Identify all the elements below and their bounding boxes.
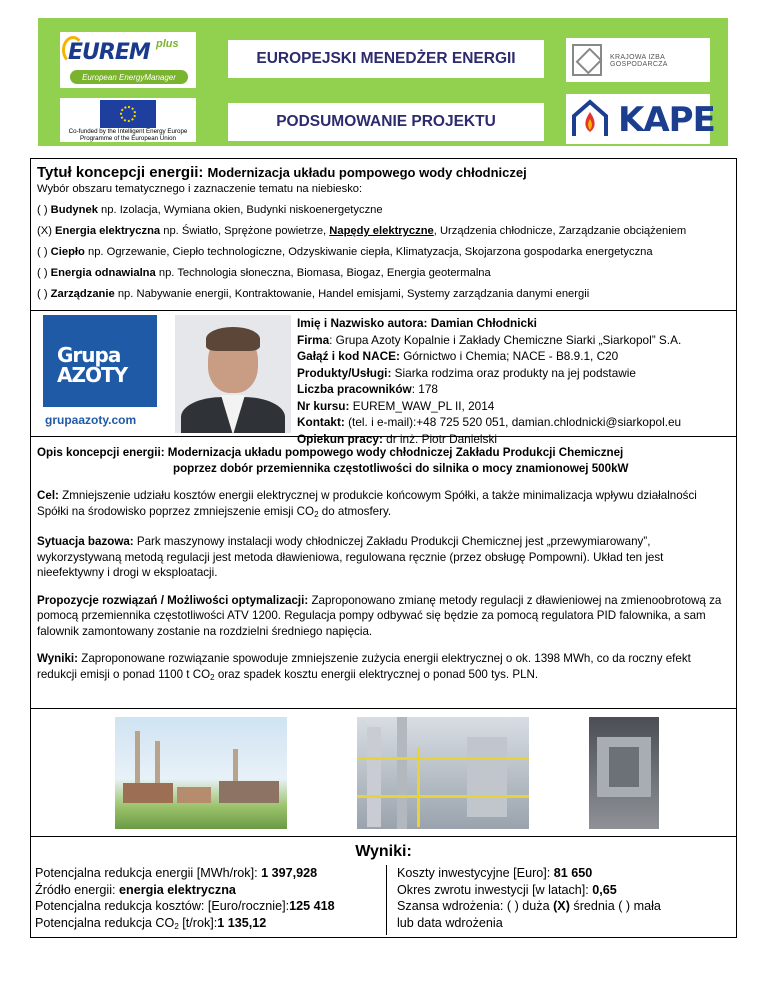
grupa-azoty-url: grupaazoty.com — [45, 413, 137, 427]
pipe — [367, 727, 381, 827]
railing-post — [417, 747, 420, 827]
eurem-logo-plus: plus — [156, 38, 179, 50]
implementation-date: lub data wdrożenia — [397, 915, 503, 930]
category-desc: np. Izolacja, Wymiana okien, Budynki niskoenergetyczne — [97, 204, 383, 216]
proposals-paragraph — [37, 593, 730, 640]
eurem-logo-subtitle: European EnergyManager — [70, 70, 188, 84]
category-desc: np. Ogrzewanie, Ciepło technologiczne, Odzyskiwanie ciepła, Klimatyzacja, Skojarzona gospodarka energetyczna — [84, 246, 653, 258]
category-desc: np. Nabywanie energii, Kontraktowanie, Handel emisjami, Systemy zarządzania danymi energii — [114, 288, 590, 300]
concept-title-label: Tytuł koncepcji energii: — [37, 164, 204, 181]
author-products-label: Produkty/Usługi: — [297, 365, 392, 380]
category-name: Energia odnawialna — [50, 267, 156, 279]
header-banner — [38, 18, 728, 146]
category-selected-topic: Napędy elektryczne — [329, 225, 434, 237]
author-contact-line — [297, 414, 735, 431]
railing — [357, 757, 529, 760]
description-title-cont: poprzez dobór przemiennika częstotliwości do silnika o mocy znamionowej 500kW — [173, 461, 629, 475]
cost-reduction-value: 125 418 — [289, 899, 335, 913]
summary-frame — [30, 158, 737, 938]
goal-text-end: do atmosfery. — [318, 504, 392, 518]
concept-title — [37, 164, 730, 182]
kape-logo-text: KAPE — [618, 100, 715, 140]
kape-flame-icon — [570, 98, 610, 140]
category-name: Energia elektryczna — [55, 225, 161, 237]
results-title: Wyniki: — [355, 843, 412, 860]
kig-emblem-icon — [572, 44, 602, 76]
author-details — [297, 315, 735, 447]
author-products: Siarka rodzima oraz produkty na jej podstawie — [391, 365, 636, 380]
category-instruction: Wybór obszaru tematycznego i zaznaczenie tematu na niebiesko: — [37, 183, 363, 195]
author-course-label: Nr kursu: — [297, 398, 350, 413]
author-contact-label: Kontakt: — [297, 415, 345, 429]
author-nace-label: Gałąź i kod NACE: — [297, 349, 400, 363]
kig-logo — [566, 38, 710, 82]
category-name: Ciepło — [50, 246, 85, 258]
author-employees-label: Liczba pracowników — [297, 382, 412, 396]
energy-source — [35, 882, 386, 899]
concept-title-value: Modernizacja układu pompowego wody chłodniczej — [207, 165, 527, 180]
baseline-label: Sytuacja bazowa: — [37, 535, 134, 548]
category-mark: ( ) — [37, 204, 48, 216]
cofunded-text: Co-funded by the Intelligent Energy Europe Programme of the European Union — [68, 128, 188, 142]
author-supervisor-label: Opiekun pracy: — [297, 431, 383, 446]
energy-source-label: Źródło energii: — [35, 882, 119, 897]
author-name: Damian Chłodnicki — [430, 316, 537, 330]
category-mark: ( ) — [37, 267, 48, 279]
grupa-azoty-logo — [37, 315, 161, 431]
eu-stars-icon — [120, 106, 136, 122]
payback-period-label: Okres zwrotu inwestycji [w latach]: — [397, 882, 593, 897]
category-heat — [37, 245, 730, 259]
co2-reduction-label: Potencjalna redukcja CO — [35, 915, 175, 930]
description-section — [31, 437, 736, 709]
grupa-logo-line1: Grupa — [57, 343, 121, 367]
category-mark: ( ) — [37, 288, 48, 300]
proposals-text: Zaproponowano zmianę metody regulacji z dławieniowej na zmienoobrotową za pomocą przemiennika częstotliwości ATV 1200. Regulacja pompy odbywać się będzie za pomocą regulatora PID falownika, a sam falownik zamontowany zostanie na rozdzielni średniego napięcia. — [37, 593, 722, 638]
chance-options: średnia ( ) mała — [569, 899, 661, 913]
description-title: Opis koncepcji energii: Modernizacja układu pompowego wody chłodniczej Zakładu Produkcji Chemicznej — [37, 446, 624, 459]
kig-logo-text: KRAJOWA IZBA GOSPODARCZA — [610, 54, 668, 68]
goal-paragraph — [37, 488, 730, 522]
results-section — [31, 837, 736, 937]
header-title-main: EUROPEJSKI MENEDŻER ENERGII — [228, 40, 544, 78]
payback-period — [397, 882, 733, 899]
author-supervisor: dr inż. Piotr Danielski — [382, 431, 497, 446]
author-name-label: Imię i Nazwisko autora: — [297, 316, 428, 330]
co2-sub: 2 — [174, 921, 179, 931]
equipment-door — [609, 747, 639, 787]
author-employees: : 178 — [411, 382, 438, 396]
goal-sub: 2 — [314, 509, 319, 519]
results-text: Zaproponowane rozwiązanie spowoduje zmniejszenie zużycia energii elektrycznej o ok. 1398 MWh, co da roczny efekt redukcji emisji o ponad 1100 t CO — [37, 652, 691, 681]
grupa-azoty-logo-mark — [43, 315, 157, 407]
baseline-text: Park maszynowy instalacji wody chłodniczej Zakładu Produkcji Chemicznej jest „przewymiarowany”, wykorzystywaną metodą regulacji jest metoda dławieniowa, regulowana ręcznie (przez obsługę Pompowni). Układ ten jest nieefektywny i drogi w eksploatacji. — [37, 535, 664, 579]
chance-label: Szansa wdrożenia: ( ) duża — [397, 899, 554, 913]
author-firm: : Grupa Azoty Kopalnie i Zakłady Chemiczne Siarki „Siarkopol” S.A. — [329, 332, 682, 347]
installation-photo — [357, 717, 529, 829]
author-firm-label: Firma — [297, 332, 330, 347]
energy-reduction-label: Potencjalna redukcja energii [MWh/rok]: — [35, 866, 262, 880]
building — [123, 783, 173, 803]
energy-reduction — [35, 865, 386, 882]
chance-selected-mark: (X) — [553, 899, 570, 913]
pipe — [397, 717, 407, 829]
results-paragraph — [37, 651, 730, 685]
header-title-summary: PODSUMOWANIE PROJEKTU — [228, 103, 544, 141]
plant-exterior-photo — [115, 717, 287, 829]
tank — [467, 737, 507, 817]
author-contact: (tel. i e-mail):+48 725 520 051, damian.chlodnicki@siarkopol.eu — [344, 415, 682, 429]
category-name: Zarządzanie — [50, 288, 115, 300]
concept-title-section — [31, 159, 736, 311]
author-nace: Górnictwo i Chemia; NACE - B8.9.1, C20 — [399, 349, 619, 363]
results-sub: 2 — [210, 672, 215, 682]
grupa-logo-line2: AZOTY — [57, 363, 128, 387]
eu-flag-icon — [100, 100, 156, 128]
kape-logo — [566, 94, 715, 144]
category-renewable — [37, 266, 730, 280]
railing — [357, 795, 529, 798]
goal-label: Cel: — [37, 489, 59, 502]
author-photo-hair — [206, 327, 260, 351]
equipment-room-photo — [589, 717, 659, 829]
category-electricity — [37, 224, 730, 238]
results-text-end: oraz spadek kosztu energii elektrycznej o ponad 500 tys. PLN. — [214, 667, 539, 681]
payback-period-value: 0,65 — [592, 882, 617, 897]
category-management — [37, 287, 730, 301]
category-mark: (X) — [37, 225, 52, 237]
building — [177, 787, 211, 803]
author-section — [31, 311, 736, 446]
results-label: Wyniki: — [37, 652, 79, 665]
implementation-chance — [397, 898, 733, 915]
author-firm-line — [297, 332, 735, 349]
goal-text: Zmniejszenie udziału kosztów energii elektrycznej w produkcie końcowym Spółki, a także minimalizacja wpływu działalności Spółki na środowisko poprzez zmniejszenie emisji CO — [37, 489, 697, 518]
energy-reduction-value: 1 397,928 — [261, 866, 318, 880]
cost-reduction-label: Potencjalna redukcja kosztów: [Euro/rocznie]: — [35, 899, 290, 913]
category-desc: , Urządzenia chłodnicze, Zarządzanie obciążeniem — [433, 225, 687, 237]
energy-source-value: energia elektryczna — [119, 882, 236, 897]
author-course: EUREM_WAW_PL II, 2014 — [349, 398, 495, 413]
results-right-column — [397, 865, 733, 931]
category-desc: np. Technologia słoneczna, Biomasa, Biogaz, Energia geotermalna — [155, 267, 491, 279]
author-course-line — [297, 398, 735, 415]
author-employees-line — [297, 381, 735, 398]
co2-reduction-unit: [t/rok]: — [178, 915, 218, 930]
baseline-paragraph — [37, 534, 730, 581]
co2-reduction — [35, 915, 386, 936]
category-desc: np. Światło, Sprężone powietrze, — [160, 225, 330, 237]
category-name: Budynek — [50, 204, 98, 216]
results-left-column — [35, 865, 387, 935]
grupa-azoty-logo-text — [57, 345, 127, 385]
category-mark: ( ) — [37, 246, 48, 258]
investment-cost — [397, 865, 733, 882]
eurem-logo-word: EUREM — [68, 40, 150, 65]
author-name-line — [297, 315, 735, 332]
proposals-label: Propozycje rozwiązań / Możliwości optymalizacji: — [37, 593, 309, 607]
investment-cost-label: Koszty inwestycyjne [Euro]: — [397, 866, 554, 880]
co2-reduction-value: 1 135,12 — [217, 915, 267, 930]
building — [219, 781, 279, 803]
cost-reduction — [35, 898, 386, 915]
investment-cost-value: 81 650 — [553, 866, 593, 880]
cofunded-eu-logo — [60, 98, 196, 142]
author-nace-line — [297, 348, 735, 365]
author-products-line — [297, 365, 735, 382]
eurem-plus-logo — [60, 32, 196, 88]
photos-section — [31, 709, 736, 837]
author-photo — [175, 315, 291, 433]
category-building — [37, 203, 730, 217]
